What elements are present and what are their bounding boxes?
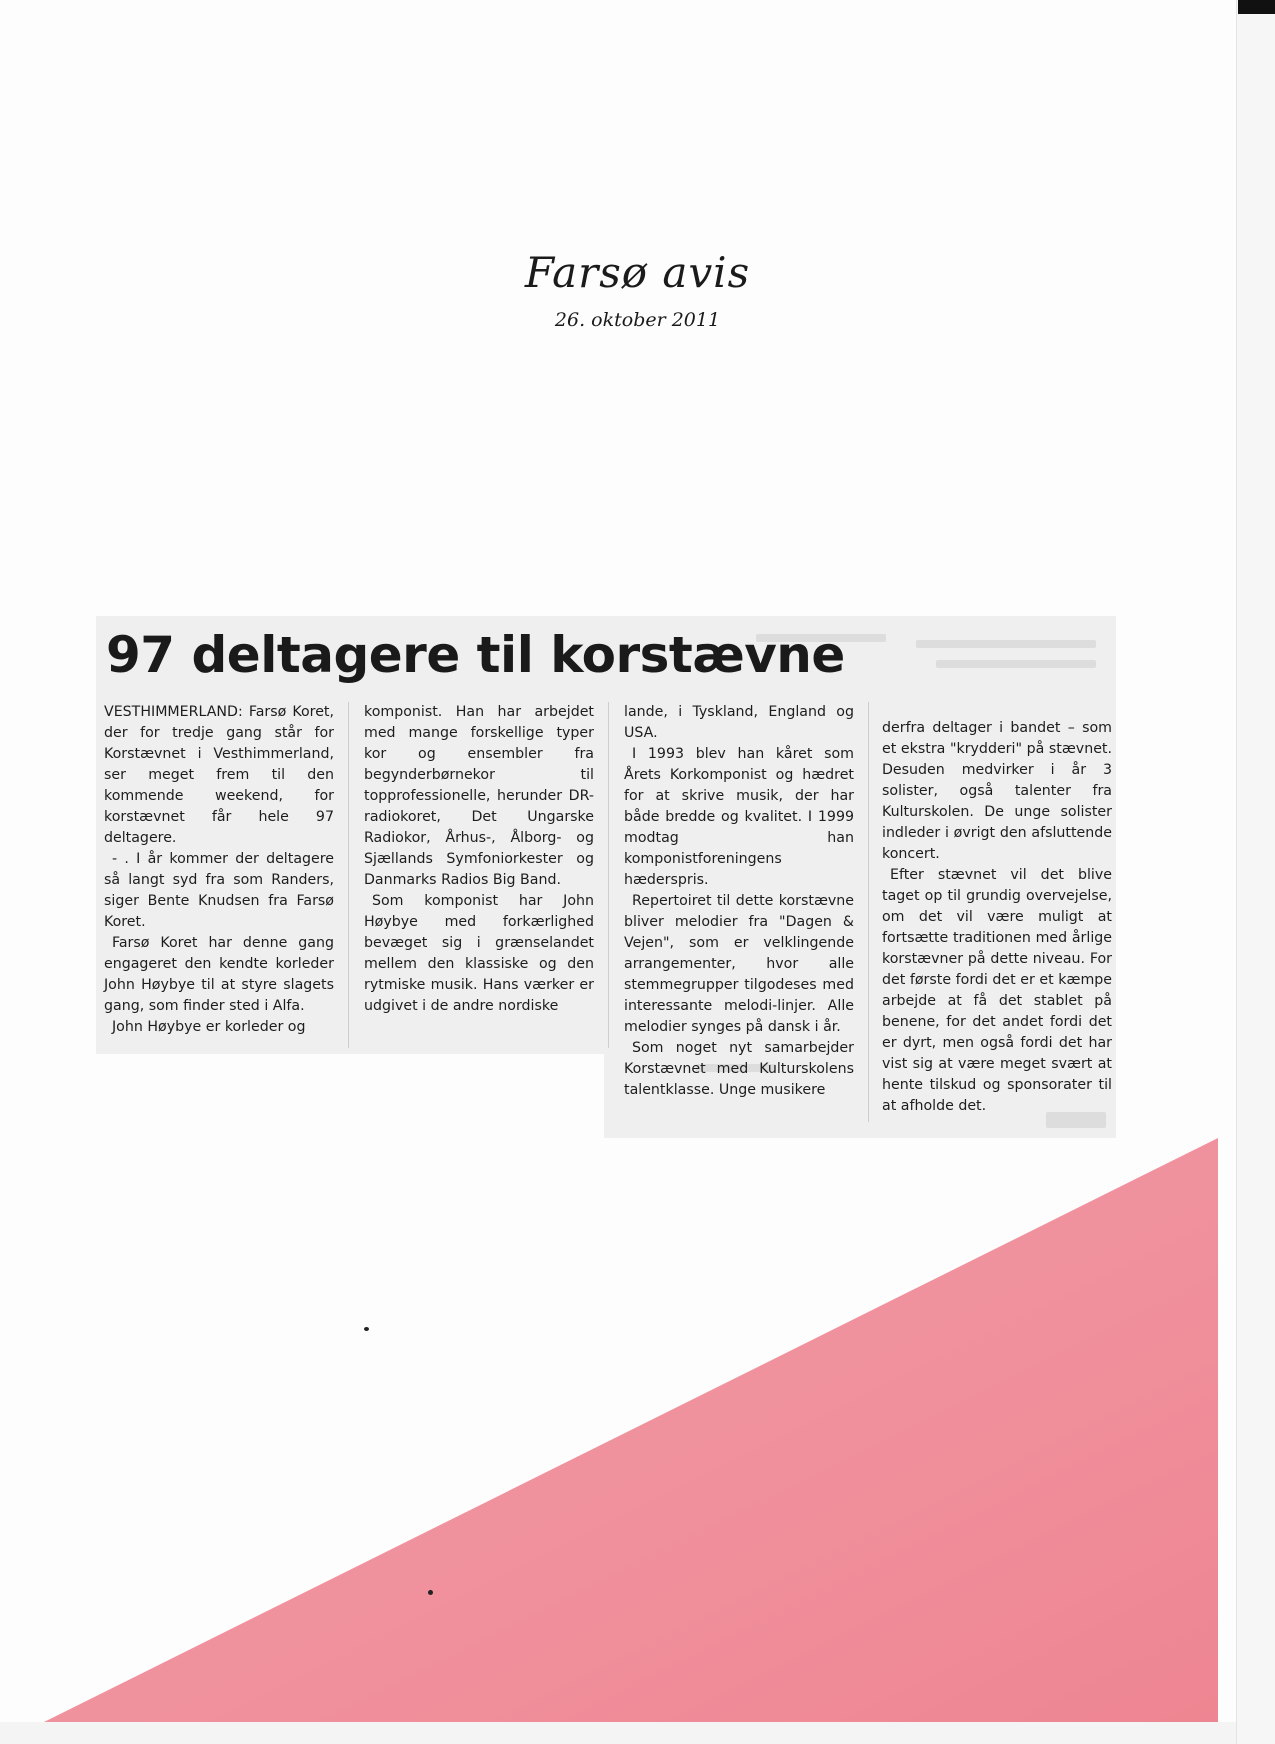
paragraph: Repertoiret til dette korstævne bliver melodier fra "Dagen & Vejen", som er velklingende arrangementer, hvor alle stemmegrupper tilgodeses med interessante melodi-linjer. Alle melodier synges på dansk i år.: [624, 893, 854, 1035]
paragraph: John Høybye er korleder og: [112, 1019, 306, 1035]
paragraph: derfra deltager i bandet – som et ekstra "krydderi" på stævnet. Desuden medvirker i år 3 solister, også talenter fra Kulturskolen. De unge solister indleder i øvrigt den afsluttende koncert.: [882, 720, 1112, 862]
paragraph: - . I år kommer der deltagere så langt syd fra som Randers, siger Bente Knudsen fra Farsø Koret.: [104, 851, 334, 930]
article-column-1: [104, 702, 334, 1038]
scan-speck: [364, 1327, 369, 1331]
article-column-3: [624, 702, 854, 1101]
masthead: [0, 248, 1275, 331]
column-divider: [868, 702, 869, 1122]
newspaper-clipping: [96, 616, 1116, 1138]
paragraph: I 1993 blev han kåret som Årets Korkomponist og hædret for at skrive musik, der har både bredde og kvalitet. I 1999 modtag han komponistforeningens hæderspris.: [624, 746, 854, 888]
paragraph: Efter stævnet vil det blive taget op til grundig overvejelse, om det vil være muligt at fortsætte traditionen med årlige korstævner på dette niveau. For det første fordi det er et kæmpe arbejde at få det stablet på benene, for det andet fordi det er dyrt, men også fordi det har vist sig at være meget svært at hente tilskud og sponsorater til at afholde det.: [882, 867, 1112, 1114]
bleed-through-text: [936, 660, 1096, 668]
article-column-2: [364, 702, 594, 1017]
paragraph: komponist. Han har arbejdet med mange forskellige typer kor og ensembler fra begynderbørnekor til topprofessionelle, herunder DR-radiokoret, Det Ungarske Radiokor, Århus-, Ålborg- og Sjællands Symfoniorkester og Danmarks Radios Big Band.: [364, 704, 594, 888]
column-divider: [348, 702, 349, 1048]
paragraph: lande, i Tyskland, England og USA.: [624, 704, 854, 741]
paragraph: Farsø Koret har denne gang engageret den kendte korleder John Høybye til at styre slagets gang, som finder sted i Alfa.: [104, 935, 334, 1014]
scan-speck: [428, 1590, 433, 1595]
column-divider: [608, 702, 609, 1048]
article-column-4: [882, 718, 1112, 1117]
publication-date: 26. oktober 2011: [554, 309, 721, 331]
paragraph: VESTHIMMERLAND: Farsø Koret, der for tredje gang står for Korstævnet i Vesthimmerland, ser meget frem til den kommende weekend, for korstævnet får hele 97 deltagere.: [104, 704, 334, 846]
newspaper-name: Farsø avis: [524, 248, 751, 297]
bleed-through-text: [916, 640, 1096, 648]
paragraph: Som komponist har John Høybye med forkærlighed bevæget sig i grænselandet mellem den klassiske og den rytmiske musik. Hans værker er udgivet i de andre nordiske: [364, 893, 594, 1014]
paragraph: Som noget nyt samarbejder Korstævnet med Kulturskolens talentklasse. Unge musikere: [624, 1040, 854, 1098]
article-headline: 97 deltagere til korstævne: [106, 626, 845, 684]
